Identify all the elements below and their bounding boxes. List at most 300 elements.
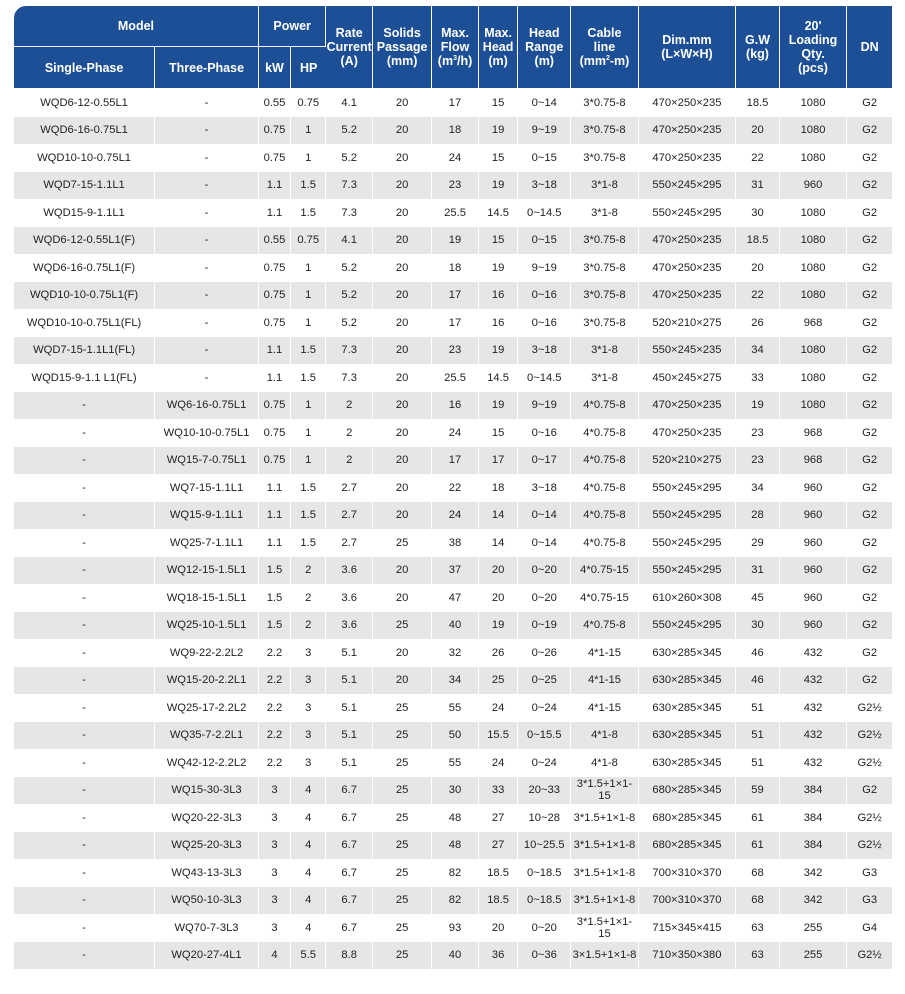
cell-power-kw: 0.75 — [259, 309, 291, 337]
cell-single-phase-model: - — [14, 777, 155, 805]
cell-cable-line: 3*1.5+1×1-8 — [571, 887, 638, 915]
cell-loading-qty: 432 — [780, 722, 847, 750]
table-row — [14, 722, 892, 750]
cell-rate-current: 3.6 — [326, 612, 373, 640]
cell-head-range: 0~17 — [518, 447, 571, 475]
table-row — [14, 199, 892, 227]
cell-cable-line: 3*0.75-8 — [571, 227, 638, 255]
cell-three-phase-model: WQ7-15-1.1L1 — [155, 474, 259, 502]
cell-rate-current: 8.8 — [326, 942, 373, 970]
cell-three-phase-model: - — [155, 199, 259, 227]
table-row — [14, 117, 892, 145]
cell-loading-qty: 960 — [780, 584, 847, 612]
cell-single-phase-model: - — [14, 667, 155, 695]
cell-single-phase-model: - — [14, 502, 155, 530]
cell-solids-passage: 20 — [373, 282, 432, 310]
cell-head-range: 0~24 — [518, 694, 571, 722]
cell-loading-qty: 960 — [780, 612, 847, 640]
cell-dn: G2½ — [847, 694, 892, 722]
cell-three-phase-model: WQ25-10-1.5L1 — [155, 612, 259, 640]
table-row — [14, 392, 892, 420]
cell-dn: G2½ — [847, 722, 892, 750]
cell-dn: G2 — [847, 529, 892, 557]
cell-max-flow: 24 — [432, 502, 479, 530]
cell-power-kw: 1.5 — [259, 557, 291, 585]
cell-cable-line: 4*0.75-15 — [571, 557, 638, 585]
cell-solids-passage: 25 — [373, 914, 432, 942]
cell-loading-qty: 432 — [780, 749, 847, 777]
cell-head-range: 9~19 — [518, 254, 571, 282]
cell-head-range: 0~15 — [518, 227, 571, 255]
spec-table-body — [14, 89, 892, 969]
cell-power-hp: 2 — [291, 584, 326, 612]
cell-loading-qty: 384 — [780, 804, 847, 832]
table-row — [14, 557, 892, 585]
cell-max-head: 15 — [479, 144, 518, 172]
cell-loading-qty: 968 — [780, 447, 847, 475]
cell-rate-current: 2.7 — [326, 502, 373, 530]
cell-single-phase-model: - — [14, 694, 155, 722]
cell-three-phase-model: - — [155, 282, 259, 310]
cell-dimensions: 470×250×235 — [639, 117, 737, 145]
cell-cable-line: 4*0.75-8 — [571, 392, 638, 420]
cell-dn: G2 — [847, 282, 892, 310]
cell-power-hp: 1 — [291, 447, 326, 475]
cell-solids-passage: 20 — [373, 639, 432, 667]
cell-three-phase-model: WQ15-20-2.2L1 — [155, 667, 259, 695]
cell-solids-passage: 25 — [373, 859, 432, 887]
cell-single-phase-model: - — [14, 529, 155, 557]
cell-dimensions: 710×350×380 — [639, 942, 737, 970]
cell-loading-qty: 1080 — [780, 117, 847, 145]
table-row — [14, 254, 892, 282]
table-row — [14, 529, 892, 557]
cell-power-kw: 0.75 — [259, 117, 291, 145]
cell-power-kw: 0.75 — [259, 282, 291, 310]
cell-gross-weight: 33 — [736, 364, 780, 392]
cell-power-kw: 3 — [259, 777, 291, 805]
cell-head-range: 0~20 — [518, 584, 571, 612]
cell-head-range: 0~14 — [518, 502, 571, 530]
cell-head-range: 0~18.5 — [518, 859, 571, 887]
cell-single-phase-model: WQD6-12-0.55L1 — [14, 89, 155, 117]
cell-cable-line: 3*1.5+1×1-8 — [571, 832, 638, 860]
cell-loading-qty: 1080 — [780, 282, 847, 310]
cell-power-hp: 1.5 — [291, 364, 326, 392]
cell-power-kw: 0.75 — [259, 447, 291, 475]
cell-max-head: 18.5 — [479, 887, 518, 915]
cell-max-flow: 24 — [432, 419, 479, 447]
cell-dn: G2 — [847, 337, 892, 365]
cell-max-head: 20 — [479, 914, 518, 942]
header-gross-weight: G.W (kg) — [736, 6, 780, 89]
cell-rate-current: 5.1 — [326, 722, 373, 750]
cell-loading-qty: 384 — [780, 777, 847, 805]
cell-gross-weight: 19 — [736, 392, 780, 420]
cell-cable-line: 3*1-8 — [571, 337, 638, 365]
cell-power-hp: 1.5 — [291, 529, 326, 557]
cell-three-phase-model: WQ25-17-2.2L2 — [155, 694, 259, 722]
cell-max-flow: 23 — [432, 172, 479, 200]
cell-cable-line: 4*1-8 — [571, 722, 638, 750]
header-max-head: Max. Head (m) — [479, 6, 518, 89]
cell-head-range: 0~24 — [518, 749, 571, 777]
cell-gross-weight: 22 — [736, 144, 780, 172]
cell-power-hp: 1 — [291, 254, 326, 282]
cell-loading-qty: 1080 — [780, 144, 847, 172]
cell-gross-weight: 30 — [736, 199, 780, 227]
cell-gross-weight: 31 — [736, 557, 780, 585]
cell-power-hp: 5.5 — [291, 942, 326, 970]
cell-power-kw: 2.2 — [259, 694, 291, 722]
cell-power-hp: 1.5 — [291, 474, 326, 502]
header-dn: DN — [847, 6, 892, 89]
cell-dn: G2 — [847, 199, 892, 227]
cell-single-phase-model: WQD10-10-0.75L1(FL) — [14, 309, 155, 337]
cell-loading-qty: 968 — [780, 419, 847, 447]
cell-dn: G2 — [847, 254, 892, 282]
cell-max-flow: 47 — [432, 584, 479, 612]
cell-head-range: 20~33 — [518, 777, 571, 805]
cell-solids-passage: 25 — [373, 612, 432, 640]
cell-single-phase-model: - — [14, 942, 155, 970]
cell-dimensions: 470×250×235 — [639, 227, 737, 255]
cell-dimensions: 630×285×345 — [639, 694, 737, 722]
cell-dn: G2 — [847, 639, 892, 667]
cell-dn: G2 — [847, 419, 892, 447]
cell-single-phase-model: - — [14, 887, 155, 915]
cell-head-range: 3~18 — [518, 172, 571, 200]
cell-head-range: 10~25.5 — [518, 832, 571, 860]
cell-dimensions: 470×250×235 — [639, 254, 737, 282]
cell-head-range: 0~36 — [518, 942, 571, 970]
cell-rate-current: 5.2 — [326, 144, 373, 172]
cell-three-phase-model: WQ20-27-4L1 — [155, 942, 259, 970]
cell-power-hp: 4 — [291, 777, 326, 805]
cell-cable-line: 3*1-8 — [571, 172, 638, 200]
cell-power-kw: 0.75 — [259, 419, 291, 447]
cell-three-phase-model: - — [155, 117, 259, 145]
cell-max-head: 25 — [479, 667, 518, 695]
cell-power-hp: 0.75 — [291, 89, 326, 117]
cell-three-phase-model: - — [155, 89, 259, 117]
cell-gross-weight: 51 — [736, 694, 780, 722]
cell-power-hp: 3 — [291, 749, 326, 777]
cell-max-flow: 17 — [432, 282, 479, 310]
cell-dimensions: 470×250×235 — [639, 392, 737, 420]
cell-max-flow: 17 — [432, 447, 479, 475]
cell-three-phase-model: - — [155, 172, 259, 200]
cell-dimensions: 680×285×345 — [639, 777, 737, 805]
cell-power-kw: 3 — [259, 804, 291, 832]
cell-power-hp: 3 — [291, 639, 326, 667]
cell-max-head: 14 — [479, 502, 518, 530]
cell-max-flow: 17 — [432, 309, 479, 337]
cell-rate-current: 5.2 — [326, 117, 373, 145]
cell-power-hp: 2 — [291, 612, 326, 640]
cell-dimensions: 550×245×295 — [639, 172, 737, 200]
cell-max-flow: 82 — [432, 859, 479, 887]
cell-three-phase-model: - — [155, 309, 259, 337]
cell-cable-line: 3*0.75-8 — [571, 254, 638, 282]
cell-dn: G2 — [847, 502, 892, 530]
cell-loading-qty: 342 — [780, 859, 847, 887]
table-row — [14, 942, 892, 970]
cell-power-kw: 1.1 — [259, 199, 291, 227]
cell-dimensions: 630×285×345 — [639, 722, 737, 750]
cell-max-flow: 24 — [432, 144, 479, 172]
cell-max-flow: 48 — [432, 804, 479, 832]
cell-max-flow: 17 — [432, 89, 479, 117]
cell-single-phase-model: - — [14, 447, 155, 475]
cell-loading-qty: 968 — [780, 309, 847, 337]
cell-three-phase-model: - — [155, 254, 259, 282]
header-single-phase: Single-Phase — [14, 47, 155, 89]
cell-rate-current: 6.7 — [326, 859, 373, 887]
cell-max-head: 18.5 — [479, 859, 518, 887]
cell-max-head: 15 — [479, 89, 518, 117]
cell-gross-weight: 31 — [736, 172, 780, 200]
cell-single-phase-model: WQD7-15-1.1L1 — [14, 172, 155, 200]
cell-gross-weight: 34 — [736, 474, 780, 502]
cell-head-range: 0~20 — [518, 557, 571, 585]
cell-rate-current: 5.1 — [326, 694, 373, 722]
cell-solids-passage: 20 — [373, 502, 432, 530]
cell-single-phase-model: WQD6-12-0.55L1(F) — [14, 227, 155, 255]
cell-cable-line: 4*0.75-8 — [571, 612, 638, 640]
cell-max-flow: 22 — [432, 474, 479, 502]
cell-rate-current: 2 — [326, 447, 373, 475]
cell-cable-line: 3×1.5+1×1-8 — [571, 942, 638, 970]
cell-loading-qty: 960 — [780, 474, 847, 502]
cell-gross-weight: 22 — [736, 282, 780, 310]
cell-head-range: 0~26 — [518, 639, 571, 667]
cell-solids-passage: 20 — [373, 117, 432, 145]
cell-cable-line: 3*1.5+1×1-15 — [571, 914, 638, 942]
cell-three-phase-model: WQ43-13-3L3 — [155, 859, 259, 887]
cell-max-flow: 25.5 — [432, 199, 479, 227]
cell-dn: G4 — [847, 914, 892, 942]
cell-gross-weight: 63 — [736, 942, 780, 970]
cell-gross-weight: 46 — [736, 639, 780, 667]
cell-loading-qty: 1080 — [780, 199, 847, 227]
cell-max-flow: 48 — [432, 832, 479, 860]
cell-gross-weight: 23 — [736, 447, 780, 475]
cell-max-head: 19 — [479, 392, 518, 420]
header-rate-current: Rate Current (A) — [326, 6, 373, 89]
cell-dimensions: 550×245×295 — [639, 529, 737, 557]
cell-dimensions: 700×310×370 — [639, 859, 737, 887]
cell-power-kw: 0.75 — [259, 144, 291, 172]
cell-rate-current: 6.7 — [326, 804, 373, 832]
cell-power-kw: 1.1 — [259, 337, 291, 365]
cell-head-range: 3~18 — [518, 337, 571, 365]
cell-three-phase-model: WQ70-7-3L3 — [155, 914, 259, 942]
cell-max-head: 33 — [479, 777, 518, 805]
cell-three-phase-model: WQ50-10-3L3 — [155, 887, 259, 915]
cell-three-phase-model: WQ20-22-3L3 — [155, 804, 259, 832]
cell-single-phase-model: - — [14, 804, 155, 832]
cell-gross-weight: 45 — [736, 584, 780, 612]
cell-max-head: 19 — [479, 254, 518, 282]
cell-three-phase-model: WQ35-7-2.2L1 — [155, 722, 259, 750]
cell-loading-qty: 255 — [780, 942, 847, 970]
header-max-flow: Max. Flow $(m^3/h)$ — [432, 6, 479, 89]
cell-rate-current: 6.7 — [326, 832, 373, 860]
pump-spec-table — [14, 6, 892, 969]
cell-power-hp: 1 — [291, 309, 326, 337]
table-row — [14, 914, 892, 942]
cell-solids-passage: 20 — [373, 227, 432, 255]
cell-max-head: 26 — [479, 639, 518, 667]
cell-three-phase-model: - — [155, 364, 259, 392]
cell-solids-passage: 20 — [373, 199, 432, 227]
cell-dimensions: 700×310×370 — [639, 887, 737, 915]
cell-dn: G2 — [847, 144, 892, 172]
cell-cable-line: 4*0.75-8 — [571, 419, 638, 447]
cell-max-flow: 23 — [432, 337, 479, 365]
cell-power-hp: 1 — [291, 282, 326, 310]
cell-power-kw: 0.75 — [259, 392, 291, 420]
cell-three-phase-model: - — [155, 337, 259, 365]
cell-dimensions: 715×345×415 — [639, 914, 737, 942]
cell-power-kw: 1.1 — [259, 529, 291, 557]
cell-power-kw: 1.1 — [259, 474, 291, 502]
header-solids-passage: Solids Passage (mm) — [373, 6, 432, 89]
cell-three-phase-model: WQ6-16-0.75L1 — [155, 392, 259, 420]
cell-power-kw: 2.2 — [259, 667, 291, 695]
cell-solids-passage: 25 — [373, 777, 432, 805]
cell-cable-line: 4*0.75-8 — [571, 502, 638, 530]
cell-max-head: 19 — [479, 612, 518, 640]
cell-solids-passage: 25 — [373, 804, 432, 832]
cell-gross-weight: 18.5 — [736, 227, 780, 255]
header-model: Model — [14, 6, 259, 47]
cell-gross-weight: 51 — [736, 749, 780, 777]
cell-three-phase-model: WQ9-22-2.2L2 — [155, 639, 259, 667]
cell-gross-weight: 68 — [736, 887, 780, 915]
cell-power-kw: 2.2 — [259, 749, 291, 777]
cell-rate-current: 2 — [326, 419, 373, 447]
cell-three-phase-model: WQ10-10-0.75L1 — [155, 419, 259, 447]
cell-max-flow: 50 — [432, 722, 479, 750]
cell-gross-weight: 51 — [736, 722, 780, 750]
cell-solids-passage: 20 — [373, 667, 432, 695]
cell-cable-line: 4*1-15 — [571, 639, 638, 667]
table-row — [14, 612, 892, 640]
cell-dn: G2 — [847, 89, 892, 117]
cell-cable-line: 4*1-15 — [571, 694, 638, 722]
cell-rate-current: 6.7 — [326, 914, 373, 942]
cell-rate-current: 4.1 — [326, 89, 373, 117]
cell-gross-weight: 29 — [736, 529, 780, 557]
cell-power-hp: 3 — [291, 722, 326, 750]
cell-max-head: 27 — [479, 804, 518, 832]
cell-dn: G2½ — [847, 942, 892, 970]
cell-power-hp: 4 — [291, 859, 326, 887]
table-row — [14, 887, 892, 915]
cell-three-phase-model: WQ25-20-3L3 — [155, 832, 259, 860]
cell-three-phase-model: WQ42-12-2.2L2 — [155, 749, 259, 777]
cell-head-range: 0~15 — [518, 144, 571, 172]
cell-power-kw: 3 — [259, 914, 291, 942]
cell-dn: G2 — [847, 584, 892, 612]
cell-head-range: 0~19 — [518, 612, 571, 640]
cell-rate-current: 6.7 — [326, 887, 373, 915]
header-cable-line: Cable line $(mm^2-m)$ — [571, 6, 638, 89]
cell-power-hp: 1.5 — [291, 502, 326, 530]
table-row — [14, 832, 892, 860]
cell-three-phase-model: WQ15-7-0.75L1 — [155, 447, 259, 475]
cell-loading-qty: 1080 — [780, 227, 847, 255]
cell-cable-line: 3*0.75-8 — [571, 144, 638, 172]
cell-rate-current: 2.7 — [326, 474, 373, 502]
table-row — [14, 144, 892, 172]
cell-head-range: 9~19 — [518, 117, 571, 145]
cell-cable-line: 3*1.5+1×1-15 — [571, 777, 638, 805]
cell-dimensions: 680×285×345 — [639, 832, 737, 860]
cell-three-phase-model: WQ18-15-1.5L1 — [155, 584, 259, 612]
table-row — [14, 447, 892, 475]
cell-single-phase-model: WQD10-10-0.75L1(F) — [14, 282, 155, 310]
cell-head-range: 10~28 — [518, 804, 571, 832]
table-row — [14, 584, 892, 612]
cell-dn: G2 — [847, 392, 892, 420]
cell-max-flow: 55 — [432, 749, 479, 777]
cell-cable-line: 3*0.75-8 — [571, 282, 638, 310]
cell-power-kw: 1.5 — [259, 612, 291, 640]
cell-gross-weight: 46 — [736, 667, 780, 695]
cell-rate-current: 5.1 — [326, 667, 373, 695]
cell-gross-weight: 61 — [736, 804, 780, 832]
table-row — [14, 502, 892, 530]
cell-max-head: 14 — [479, 529, 518, 557]
cell-max-head: 20 — [479, 557, 518, 585]
cell-loading-qty: 255 — [780, 914, 847, 942]
cell-three-phase-model: WQ15-30-3L3 — [155, 777, 259, 805]
cell-max-head: 27 — [479, 832, 518, 860]
cell-cable-line: 3*0.75-8 — [571, 117, 638, 145]
cell-dimensions: 630×285×345 — [639, 667, 737, 695]
table-row — [14, 419, 892, 447]
cell-gross-weight: 23 — [736, 419, 780, 447]
cell-power-kw: 2.2 — [259, 722, 291, 750]
cell-max-head: 18 — [479, 474, 518, 502]
cell-dimensions: 470×250×235 — [639, 89, 737, 117]
table-row — [14, 859, 892, 887]
cell-power-kw: 3 — [259, 832, 291, 860]
cell-max-flow: 18 — [432, 254, 479, 282]
cell-gross-weight: 28 — [736, 502, 780, 530]
cell-cable-line: 3*1.5+1×1-8 — [571, 804, 638, 832]
cell-dimensions: 550×245×235 — [639, 337, 737, 365]
cell-max-flow: 30 — [432, 777, 479, 805]
cell-rate-current: 5.1 — [326, 639, 373, 667]
cell-loading-qty: 432 — [780, 694, 847, 722]
cell-single-phase-model: - — [14, 419, 155, 447]
cell-head-range: 9~19 — [518, 392, 571, 420]
cell-max-flow: 34 — [432, 667, 479, 695]
cell-loading-qty: 1080 — [780, 392, 847, 420]
table-row — [14, 337, 892, 365]
cell-power-hp: 3 — [291, 667, 326, 695]
table-row — [14, 364, 892, 392]
cell-dimensions: 520×210×275 — [639, 447, 737, 475]
cell-three-phase-model: - — [155, 144, 259, 172]
cell-head-range: 0~14.5 — [518, 199, 571, 227]
cell-solids-passage: 20 — [373, 557, 432, 585]
cell-solids-passage: 25 — [373, 749, 432, 777]
